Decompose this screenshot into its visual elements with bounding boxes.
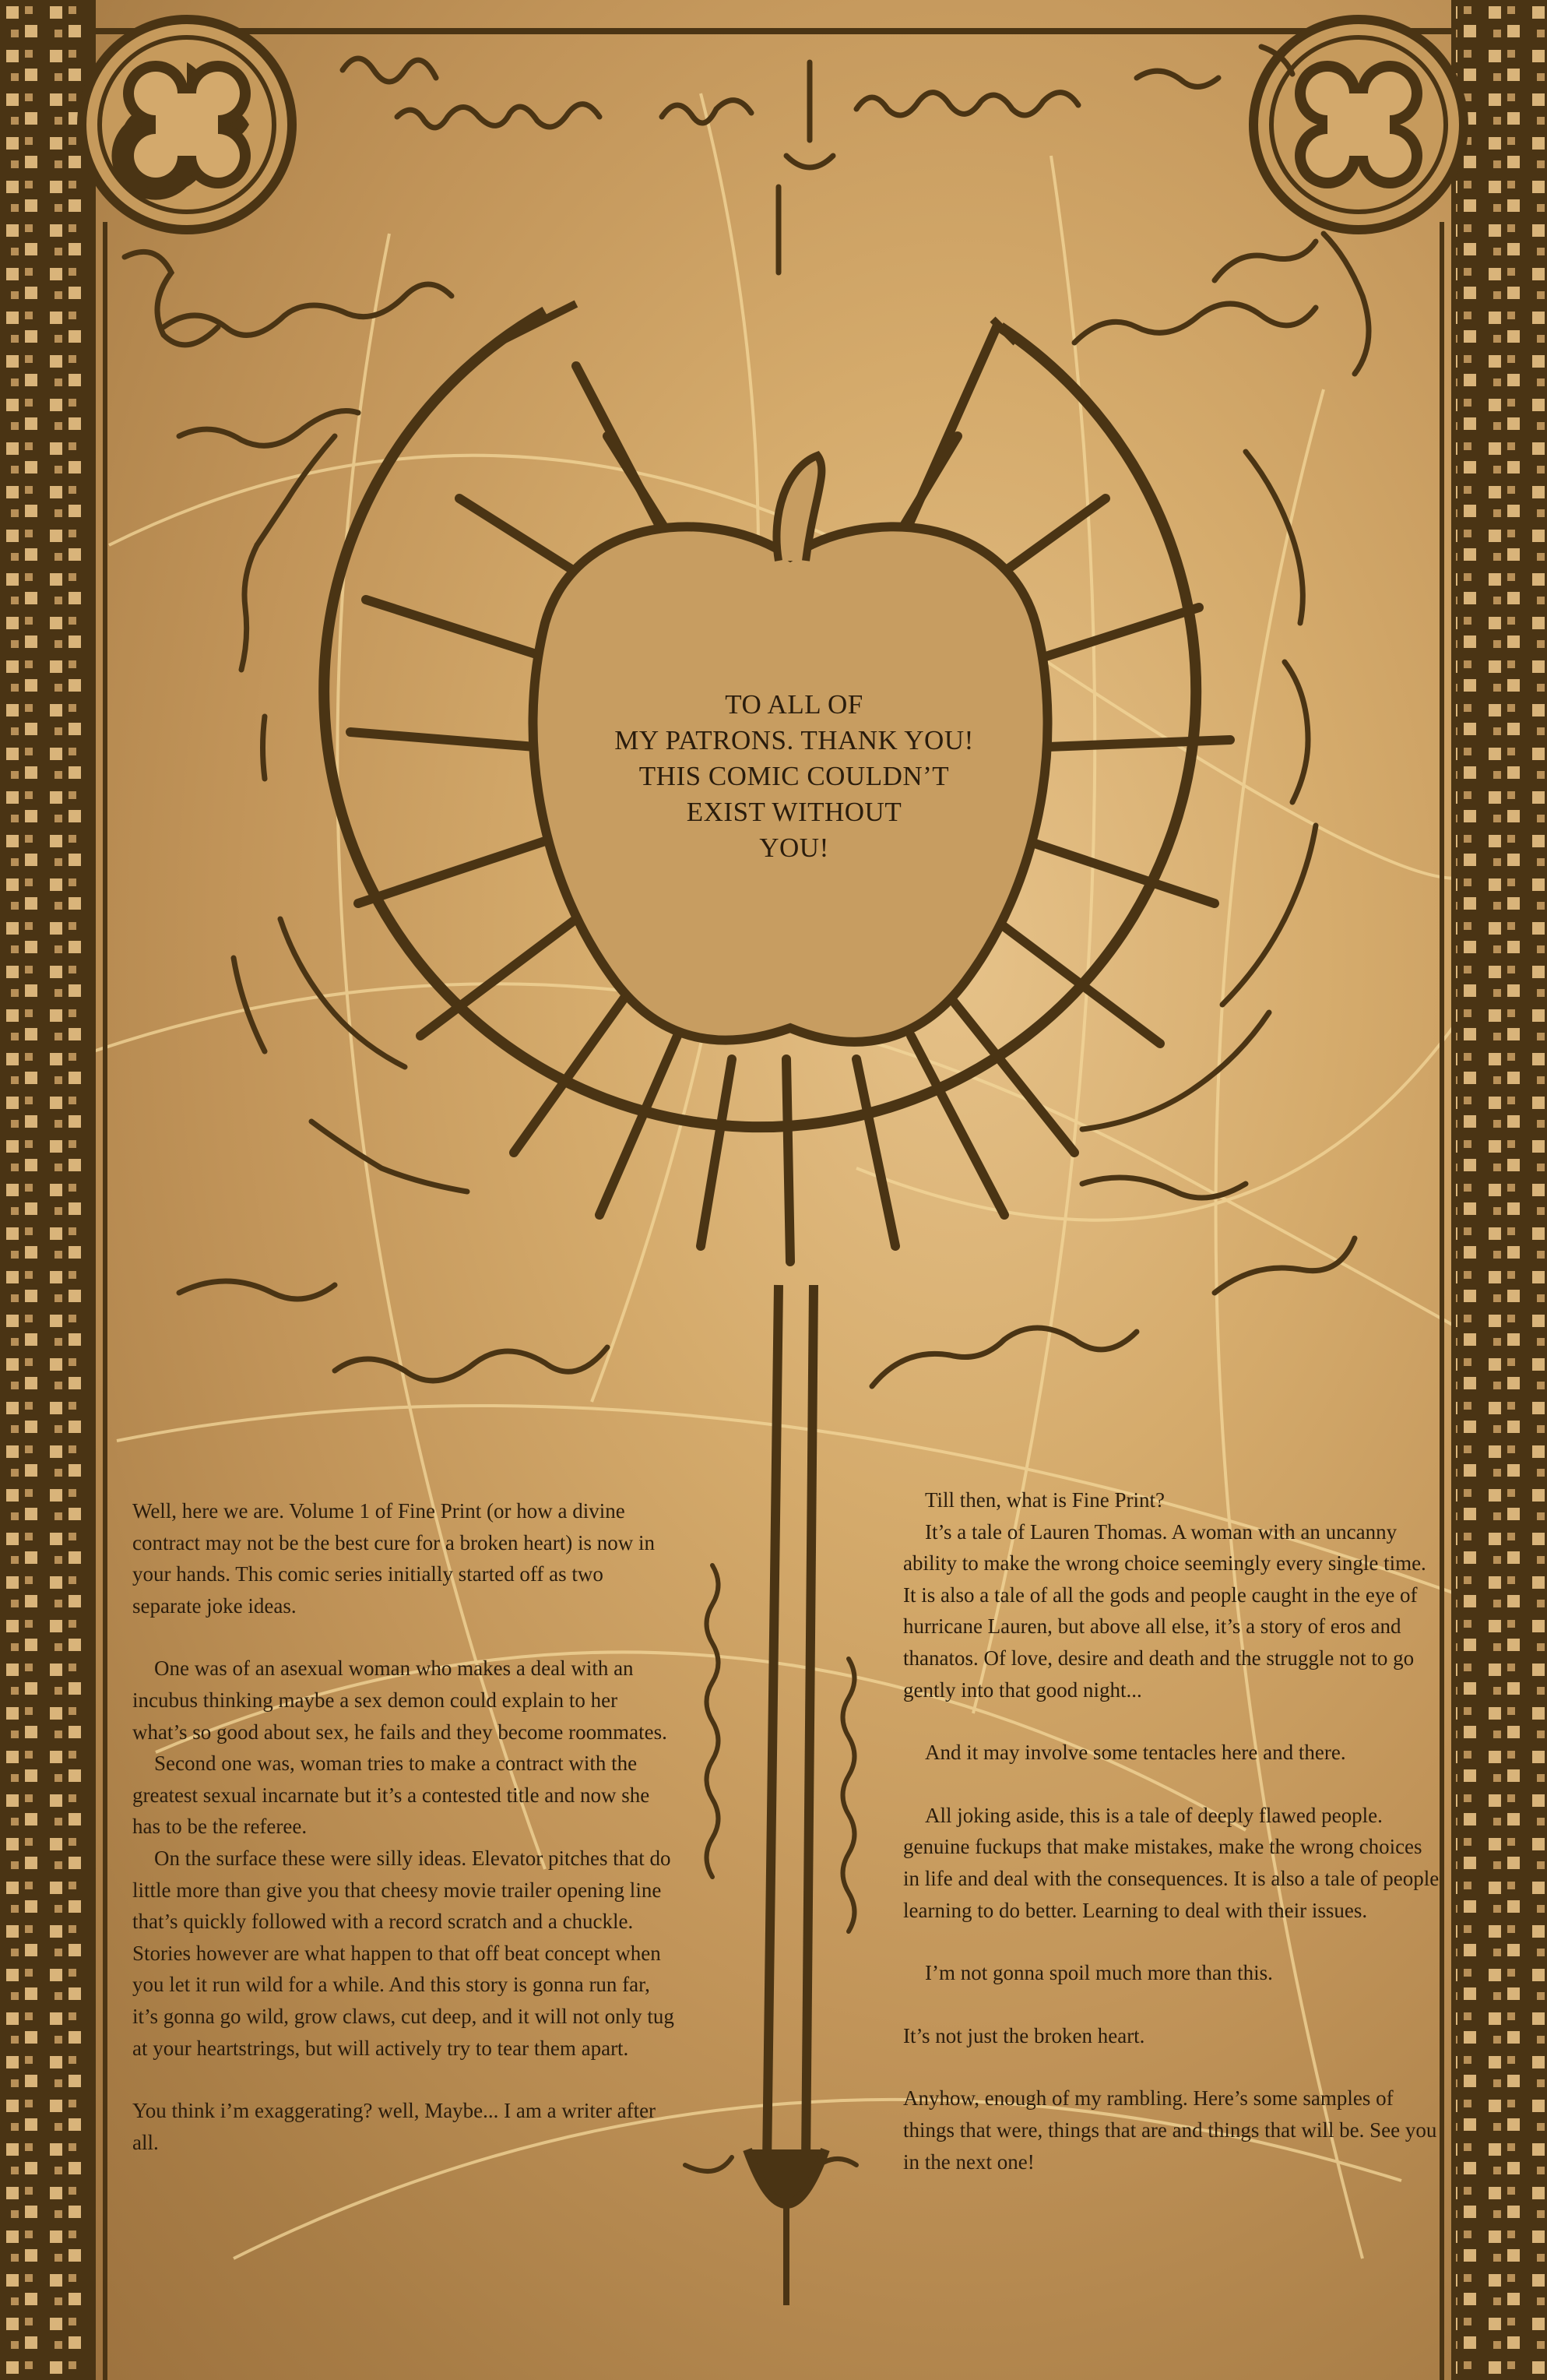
mirror-handle [747, 1285, 825, 2305]
right-border [1455, 0, 1547, 2380]
apple-message-line: EXIST WITHOUT [686, 797, 902, 827]
paragraph: One was of an asexual woman who makes a deal with an incubus thinking maybe a sex demon could explain to her what’s so good about sex, he fails and they become roommates. [132, 1656, 667, 1744]
paragraph: Till then, what is Fine Print? [925, 1488, 1166, 1512]
apple-message-line: MY PATRONS. THANK YOU! [614, 725, 974, 755]
paragraph: And it may involve some tentacles here and there. [925, 1741, 1346, 1765]
paragraph: Stories however are what happen to that off beat concept when you let it run wild for a while. And this story is gonna run far, it’s gonna go wild, grow claws, cut deep, and it will not only tug at your heartstrings, but will actively try to tear them apart. [132, 1941, 674, 2060]
paragraph: Well, here we are. Volume 1 of Fine Print (or how a divine contract may not be the best cure for a broken heart) is now in your hands. This comic series initially started off as two separate joke ideas. [132, 1499, 656, 1618]
paragraph: On the surface these were silly ideas. Elevator pitches that do little more than give you that cheesy movie trailer opening line that’s quickly followed with a record scratch and a chuckle. [132, 1846, 671, 1934]
corner-medallion-right [1253, 19, 1464, 230]
paragraph: I’m not gonna spoil much more than this. [925, 1961, 1273, 1985]
apple-message [561, 687, 1028, 866]
left-border [0, 0, 92, 2380]
paragraph: All joking aside, this is a tale of deeply flawed people. genuine fuckups that make mistakes, make the wrong choices in life and deal with the consequences. It is also a tale of people learning to do better. Learning to deal with their issues. [903, 1803, 1440, 1922]
right-column-text [903, 1484, 1440, 2178]
top-script [343, 47, 1292, 273]
paragraph: Second one was, woman tries to make a contract with the greatest sexual incarnate but it’s a contested title and now she has to be the referee. [132, 1752, 650, 1839]
paragraph: You think i’m exaggerating? well, Maybe... I am a writer after all. [132, 2099, 656, 2154]
apple-message-line: THIS COMIC COULDN’T [638, 761, 950, 791]
paragraph: It’s not just the broken heart. [903, 2023, 1145, 2047]
paragraph: It’s a tale of Lauren Thomas. A woman with an uncanny ability to make the wrong choice seemingly every single time. It is also a tale of all the gods and people caught in the eye of hurricane Lauren, but above all else, it’s a story of eros and thanatos. Of love, desire and death and the struggle not to go gently into that good night... [903, 1519, 1426, 1702]
corner-medallion-left [82, 19, 292, 230]
paragraph: Anyhow, enough of my rambling. Here’s some samples of things that were, things that are and things that will be. See you in the next one! [903, 2086, 1437, 2174]
left-column-text [132, 1495, 677, 2158]
apple-message-line: TO ALL OF [725, 689, 863, 720]
apple-message-line: YOU! [759, 833, 829, 863]
